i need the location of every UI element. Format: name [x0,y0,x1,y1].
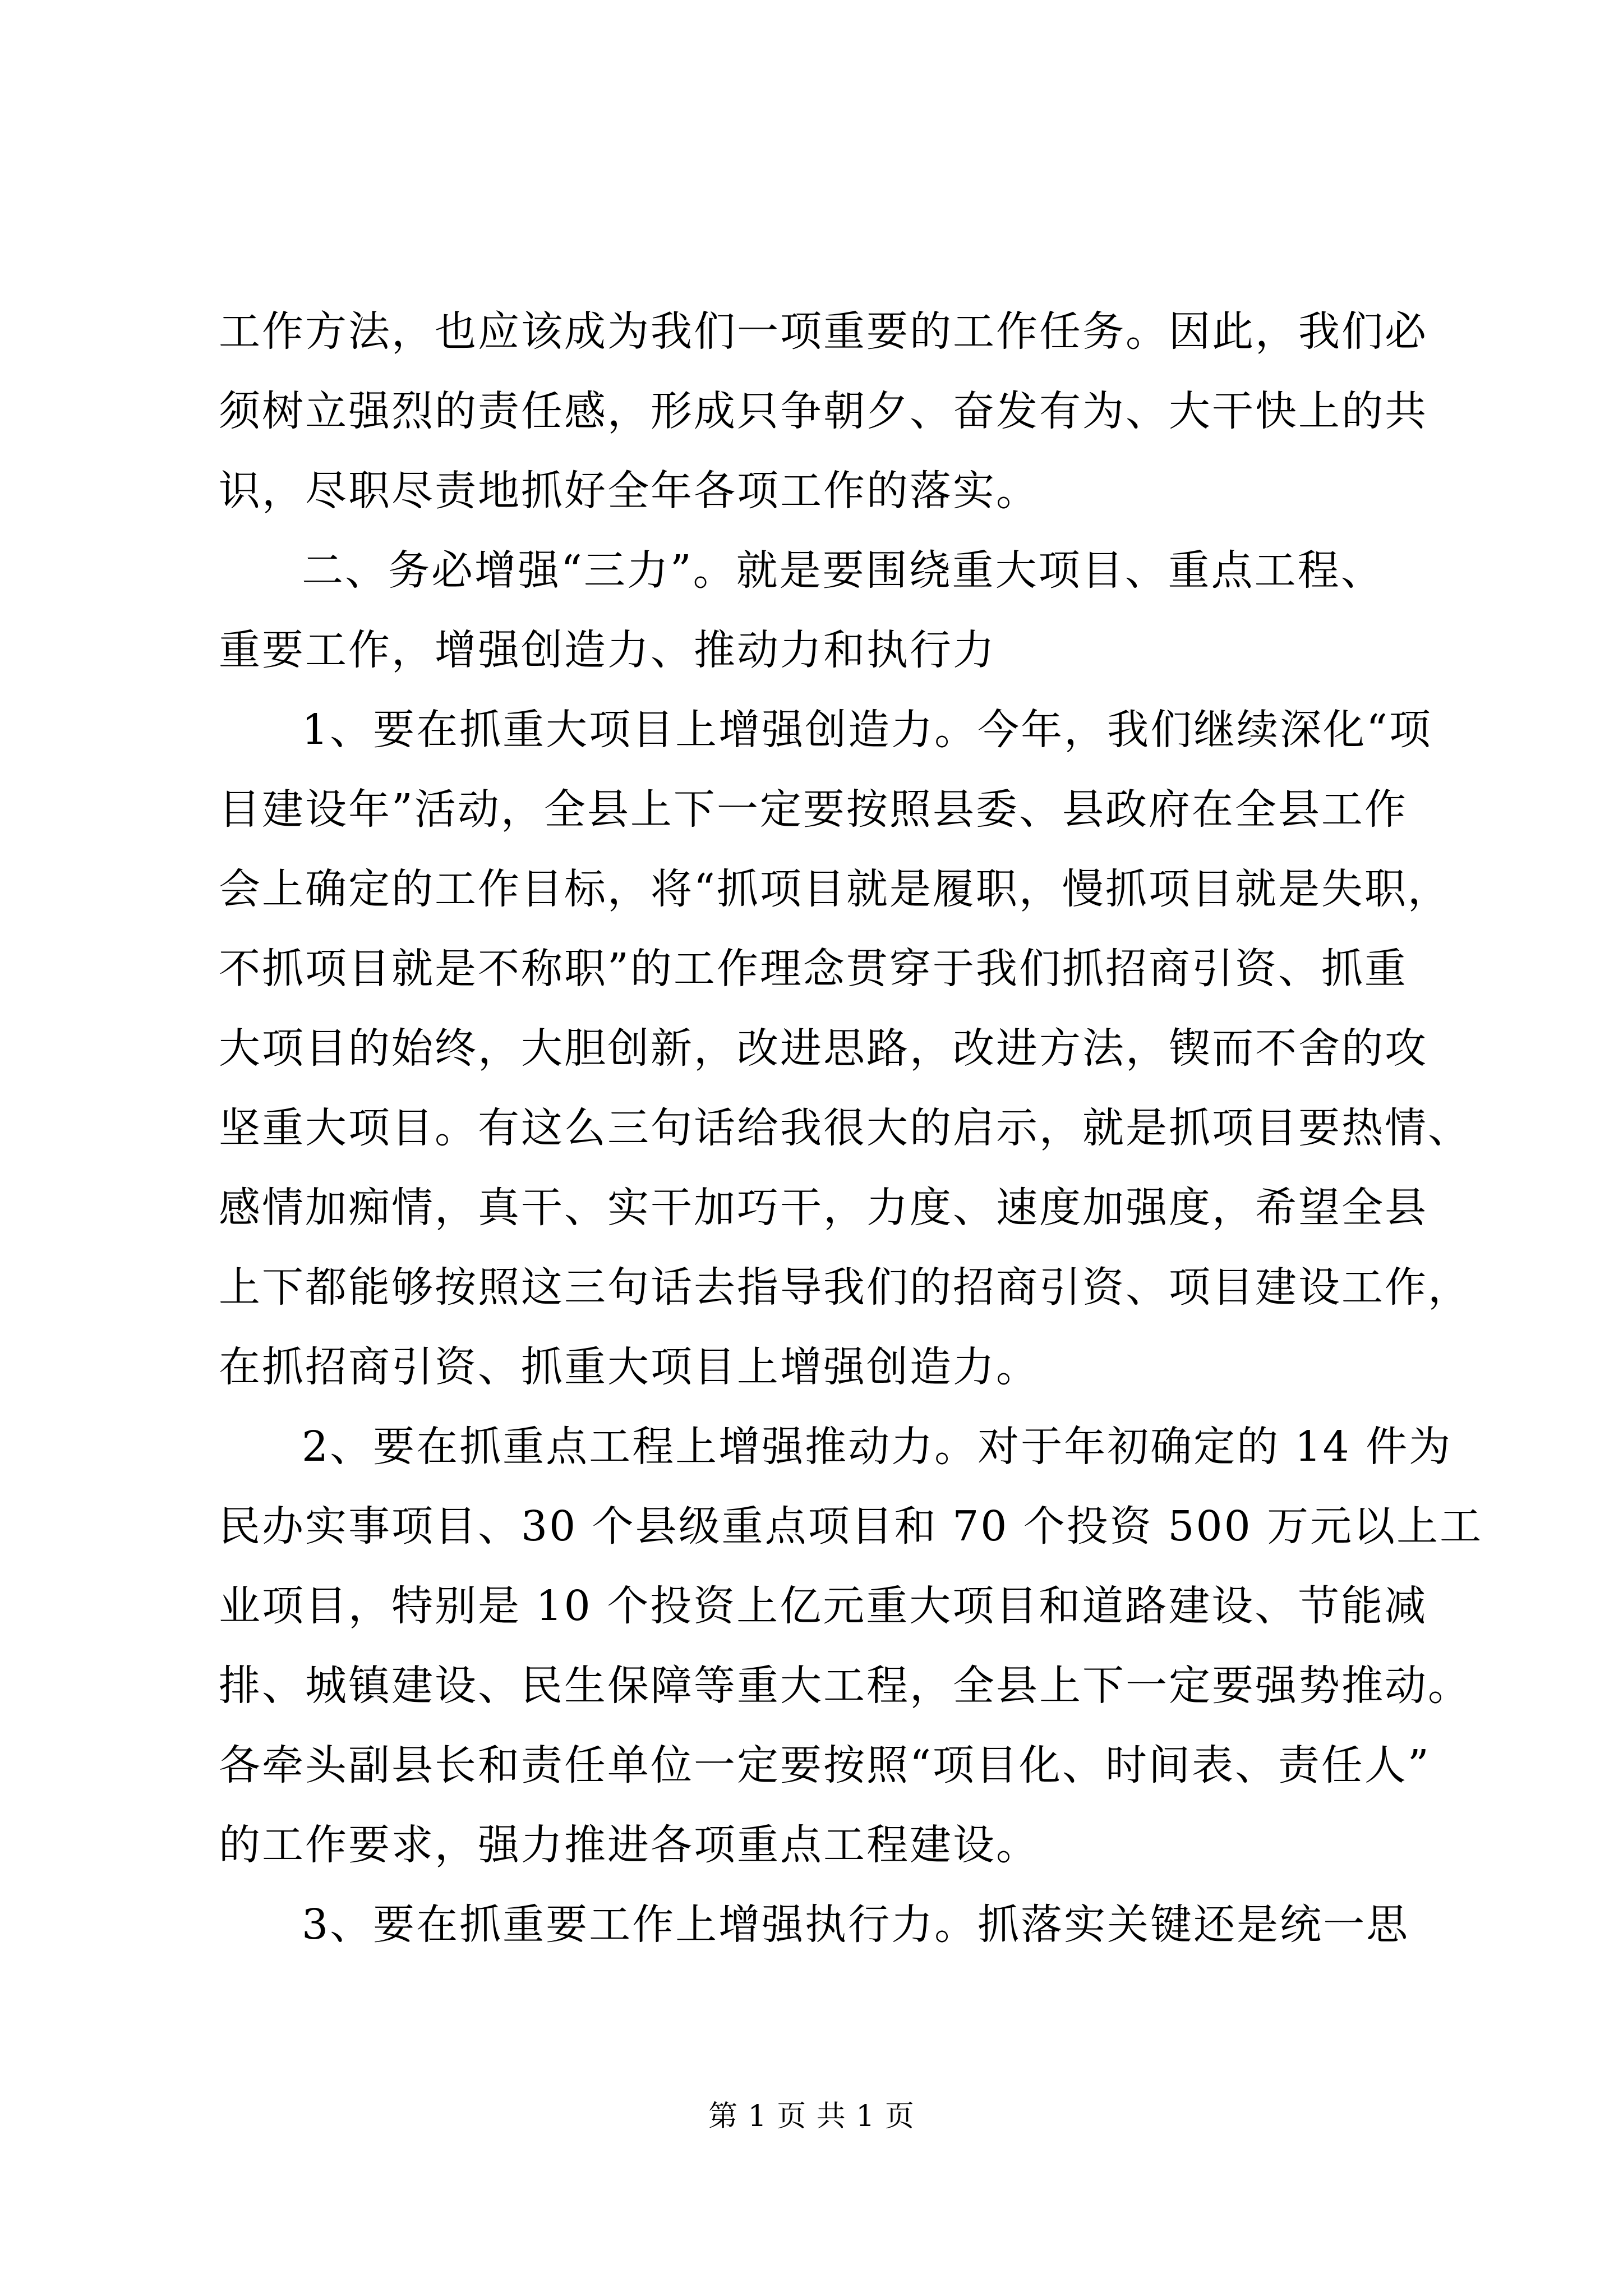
body-line: 排、城镇建设、民生保障等重大工程，全县上下一定要强势推动。 [219,1662,1471,1710]
page-footer: 第 1 页 共 1 页 [708,2100,915,2133]
body-line: 上下都能够按照这三句话去指导我们的招商引资、项目建设工作， [219,1263,1471,1312]
body-line: 坚重大项目。有这么三句话给我很大的启示，就是抓项目要热情、 [219,1104,1471,1152]
body-line: 的工作要求，强力推进各项重点工程建设。 [219,1821,1039,1869]
body-line: 须树立强烈的责任感，形成只争朝夕、奋发有为、大干快上的共 [219,387,1428,435]
body-line: 2、要在抓重点工程上增强推动力。对于年初确定的 14 件为 [302,1423,1453,1471]
body-line: 大项目的始终，大胆创新，改进思路，改进方法，锲而不舍的攻 [219,1024,1428,1073]
section-heading-line: 重要工作，增强创造力、推动力和执行力 [219,626,996,674]
body-line: 民办实事项目、30 个县级重点项目和 70 个投资 500 万元以上工 [219,1502,1483,1550]
body-line: 在抓招商引资、抓重大项目上增强创造力。 [219,1343,1039,1391]
body-line: 各牵头副县长和责任单位一定要按照“项目化、时间表、责任人” [219,1741,1431,1789]
body-line: 会上确定的工作目标，将“抓项目就是履职，慢抓项目就是失职， [219,865,1451,913]
body-line: 1、要在抓重大项目上增强创造力。今年，我们继续深化“项 [302,706,1432,754]
body-line: 感情加痴情，真干、实干加巧干，力度、速度加强度，希望全县 [219,1184,1428,1232]
body-line: 3、要在抓重要工作上增强执行力。抓落实关键还是统一思 [302,1901,1410,1949]
section-heading-line: 二、务必增强“三力”。就是要围绕重大项目、重点工程、 [302,546,1384,595]
document-body [219,292,1483,1964]
body-line: 工作方法，也应该成为我们一项重要的工作任务。因此，我们必 [219,307,1428,356]
body-line: 业项目，特别是 10 个投资上亿元重大项目和道路建设、节能减 [219,1582,1428,1630]
body-line: 目建设年”活动，全县上下一定要按照县委、县政府在全县工作 [219,785,1408,834]
body-line: 识，尽职尽责地抓好全年各项工作的落实。 [219,467,1039,515]
body-line: 不抓项目就是不称职”的工作理念贯穿于我们抓招商引资、抓重 [219,945,1408,993]
